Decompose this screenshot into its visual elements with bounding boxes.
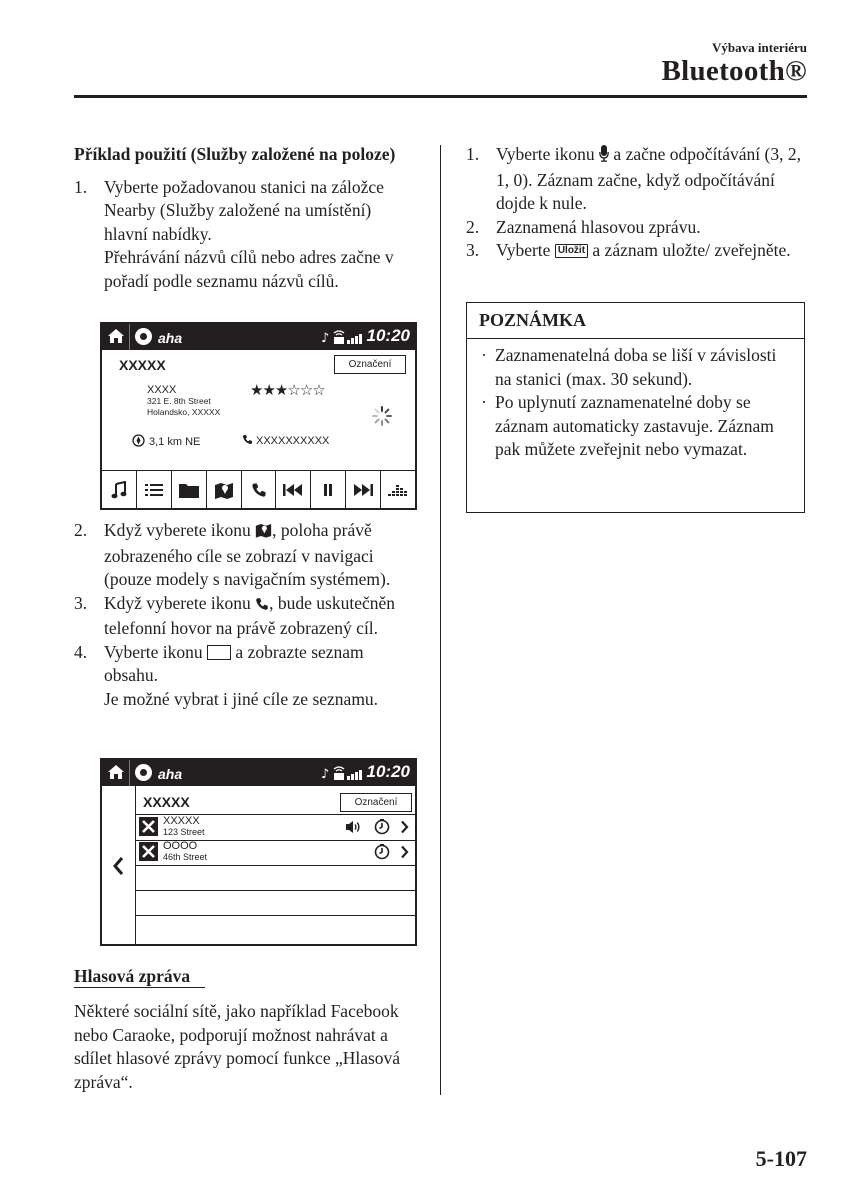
rate-button[interactable]: Označení [340, 793, 412, 812]
note-bullet: · Po uplynutí zaznamenatelné doby se záznam automaticky zastavuje. Záznam pak můžete zveřejnit nebo vymazat. [481, 392, 774, 459]
phone-row [242, 434, 329, 448]
star-filled-icon: ★ [262, 382, 275, 399]
step-1-extra: Přehrávání názvů cílů nebo adres začne v pořadí podle seznamu názvů cílů. [104, 247, 394, 291]
star-empty-icon: ☆ [287, 382, 300, 399]
phone-icon [242, 434, 253, 448]
call-icon [255, 594, 269, 618]
app-name: aha [158, 766, 183, 782]
folder-icon[interactable] [172, 471, 207, 508]
list-item[interactable] [135, 815, 415, 841]
status-icons [321, 764, 367, 787]
map-pin-icon [255, 521, 272, 545]
list-item-sub: 123 Street [163, 827, 205, 837]
status-bar [102, 324, 415, 350]
svg-text:♪: ♪ [321, 331, 330, 346]
media-toolbar [102, 470, 415, 508]
heading-underline [74, 987, 205, 988]
chevron-right-icon[interactable] [400, 845, 409, 864]
phone-value: XXXXXXXXXX [256, 435, 330, 447]
close-box-icon [139, 842, 158, 866]
right-column [466, 143, 811, 263]
voice-message-heading: Hlasová zpráva [74, 966, 191, 986]
aha-nearby-screen [100, 322, 417, 510]
place-address-1: 321 E. 8th Street [147, 396, 211, 406]
note-heading: POZNÁMKA [467, 303, 804, 339]
status-icons [321, 328, 367, 351]
list-icon[interactable] [137, 471, 172, 508]
clock: 10:20 [366, 762, 410, 781]
skip-back-icon[interactable] [276, 471, 311, 508]
voice-message-text: Některé sociální sítě, jako například Facebook nebo Caraoke, podporují možnost nahrávat a sdílet hlasové zprávy pomocí funkce „Hlasová zpráva“. [74, 1001, 401, 1092]
star-empty-icon: ☆ [312, 382, 325, 399]
rate-button[interactable]: Označení [334, 355, 406, 374]
timer-icon [374, 819, 390, 840]
step-2: 2. Když vyberete ikonu , poloha právě zobrazeného cíle se zobrazí v navigaci (pouze modely s navigačním systémem). [74, 520, 391, 589]
star-filled-icon: ★ [274, 382, 288, 399]
place-name: XXXX [147, 384, 177, 396]
list-item-name: OOOO [163, 840, 198, 852]
list-item-sub: 46th Street [163, 852, 208, 862]
status-bar [102, 760, 415, 786]
speaker-icon [346, 820, 362, 839]
equalizer-icon[interactable] [381, 471, 415, 508]
list-item-empty [135, 890, 415, 916]
left-column [74, 143, 419, 293]
column-divider [440, 145, 441, 1095]
aha-logo-icon [135, 328, 152, 345]
app-name: aha [158, 330, 183, 346]
timer-icon [374, 844, 390, 865]
save-button-label: Uložit [555, 244, 588, 258]
rating-stars [250, 383, 325, 399]
back-chevron-icon[interactable] [112, 856, 124, 881]
section-title: Výbava interiéru [712, 40, 807, 55]
place-address-2: Holandsko, XXXXX [147, 407, 221, 417]
list-item-name: XXXXX [163, 815, 200, 827]
aha-logo-icon [135, 764, 152, 781]
step-1: 1. Vyberte požadovanou stanici na záložce Nearby (Služby založené na umístění) hlavní nabídky. Přehrávání názvů cílů nebo adres začne v pořadí podle seznamu názvů cílů. [74, 176, 394, 291]
left-column-steps [74, 519, 419, 711]
page-title: Bluetooth® [661, 55, 807, 87]
list-item-empty [135, 865, 415, 891]
clock: 10:20 [366, 326, 410, 345]
step-4-extra: Je možné vybrat i jiné cíle ze seznamu. [104, 688, 379, 709]
pause-icon[interactable] [311, 471, 346, 508]
home-icon[interactable] [107, 763, 125, 786]
aha-list-screen [100, 758, 417, 946]
music-note-icon[interactable] [102, 471, 137, 508]
folder-outline-icon [207, 645, 231, 660]
microphone-icon [599, 145, 609, 169]
star-empty-icon: ☆ [299, 382, 313, 399]
note-bullet: · Zaznamenatelná doba se liší v závislosti na stanici (max. 30 sekund). [481, 345, 777, 389]
call-icon[interactable] [242, 471, 277, 508]
list-title: XXXXX [143, 794, 190, 810]
voice-step-3: 3. Vyberte Uložit a záznam uložte/ zveřejněte. [466, 240, 791, 260]
loading-spinner-icon [370, 404, 394, 433]
voice-step-1: 1. Vyberte ikonu a začne odpočítávání (3, 2, 1, 0). Záznam začne, když odpočítávání dojde k nule. [466, 144, 801, 213]
note-box [466, 302, 805, 513]
close-box-icon [139, 817, 158, 841]
step-3: 3. Když vyberete ikonu , bude uskutečněn telefonní hovor na právě zobrazený cíl. [74, 592, 396, 638]
header-rule [74, 95, 807, 98]
step-1-text: Vyberte požadovanou stanici na záložce Nearby (Služby založené na umístění) hlavní nabídky. [104, 176, 384, 244]
voice-step-2: 2. Zaznamená hlasovou zprávu. [466, 216, 701, 237]
page-number: 5-107 [755, 1146, 807, 1171]
home-icon[interactable] [107, 327, 125, 350]
distance-row [132, 434, 200, 450]
svg-text:♪: ♪ [321, 767, 330, 782]
compass-icon [132, 434, 145, 450]
skip-forward-icon[interactable] [346, 471, 381, 508]
distance-value: 3,1 km NE [149, 436, 201, 448]
list-item[interactable] [135, 840, 415, 866]
example-heading: Příklad použití (Služby založené na poloze) [74, 144, 396, 164]
station-title: XXXXX [119, 357, 166, 373]
map-pin-icon[interactable] [207, 471, 242, 508]
chevron-right-icon[interactable] [400, 820, 409, 839]
step-4: 4. Vyberte ikonu a zobrazte seznam obsahu. Je možné vybrat i jiné cíle ze seznamu. [74, 641, 379, 709]
star-filled-icon: ★ [250, 382, 263, 399]
